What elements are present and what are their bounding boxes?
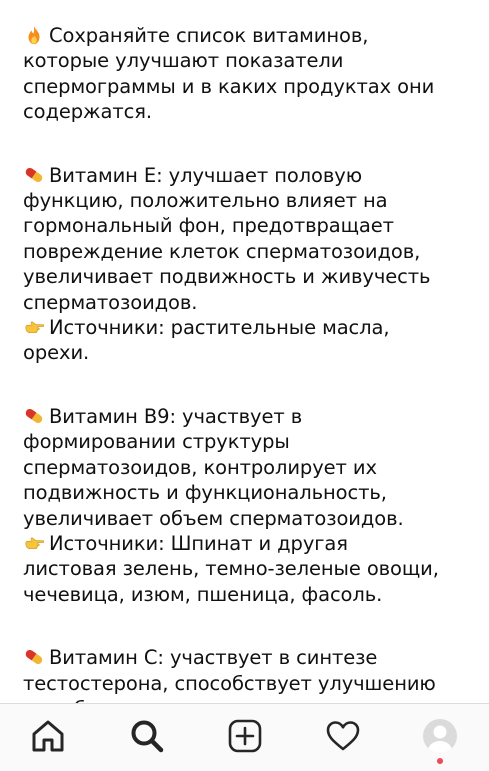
home-icon (29, 717, 67, 755)
avatar-icon (421, 717, 459, 755)
pill-icon (23, 164, 45, 186)
sources-line: Источники: растительные масла, (49, 316, 390, 340)
post-paragraph-intro (23, 23, 473, 125)
post-line: сперматозоидов, контролирует их (23, 455, 377, 479)
post-paragraph-vitamin-b9 (23, 404, 473, 607)
post-text (23, 23, 473, 703)
heart-icon (324, 717, 362, 755)
post-line: которые улучшают показатели (23, 49, 344, 73)
post-line: подвижность и функциональность, (23, 481, 387, 505)
post-line: спермограммы и в каких продуктах они (23, 74, 435, 98)
post-line: Сохраняйте список витаминов, (49, 24, 369, 47)
post-line: Витамин С: участвует в синтезе (49, 646, 378, 670)
nav-activity-button[interactable] (313, 704, 373, 768)
post-line: Витамин В9: участвует в (49, 404, 303, 428)
bottom-navbar (0, 703, 489, 771)
post-line: тестостерона, способствует улучшению (23, 671, 436, 695)
post-line: увеличивает подвижность и живучесть (23, 265, 431, 289)
pill-icon (23, 646, 45, 668)
nav-home-button[interactable] (18, 704, 78, 768)
sources-line: чечевица, изюм, пшеница, фасоль. (23, 582, 383, 606)
post-line: функцию, положительно влияет на (23, 189, 388, 213)
post-line: увеличивает объем сперматозоидов. (23, 506, 404, 530)
plus-square-icon (226, 717, 264, 755)
sources-line: Источники: Шпинат и другая (49, 531, 348, 555)
nav-new-post-button[interactable] (215, 704, 275, 768)
post-line: гормональный фон, предотвращает (23, 214, 394, 238)
pointing-hand-icon (23, 532, 45, 554)
sources-line: листовая зелень, темно-зеленые овощи, (23, 557, 439, 581)
notification-dot (437, 758, 443, 764)
post-line: повреждение клеток сперматозоидов, (23, 239, 421, 263)
pill-icon (23, 405, 45, 427)
nav-search-button[interactable] (117, 704, 177, 768)
post-line: формировании структуры (23, 430, 290, 454)
pointing-hand-icon (23, 316, 45, 338)
post-line: сперматозоидов. (23, 290, 198, 314)
search-icon (128, 717, 166, 755)
post-line: Витамин Е: улучшает половую (49, 163, 363, 187)
post-paragraph-vitamin-e (23, 163, 473, 366)
sources-line: орехи. (23, 341, 90, 365)
fire-icon (23, 24, 45, 46)
post-line: содержатся. (23, 100, 152, 124)
